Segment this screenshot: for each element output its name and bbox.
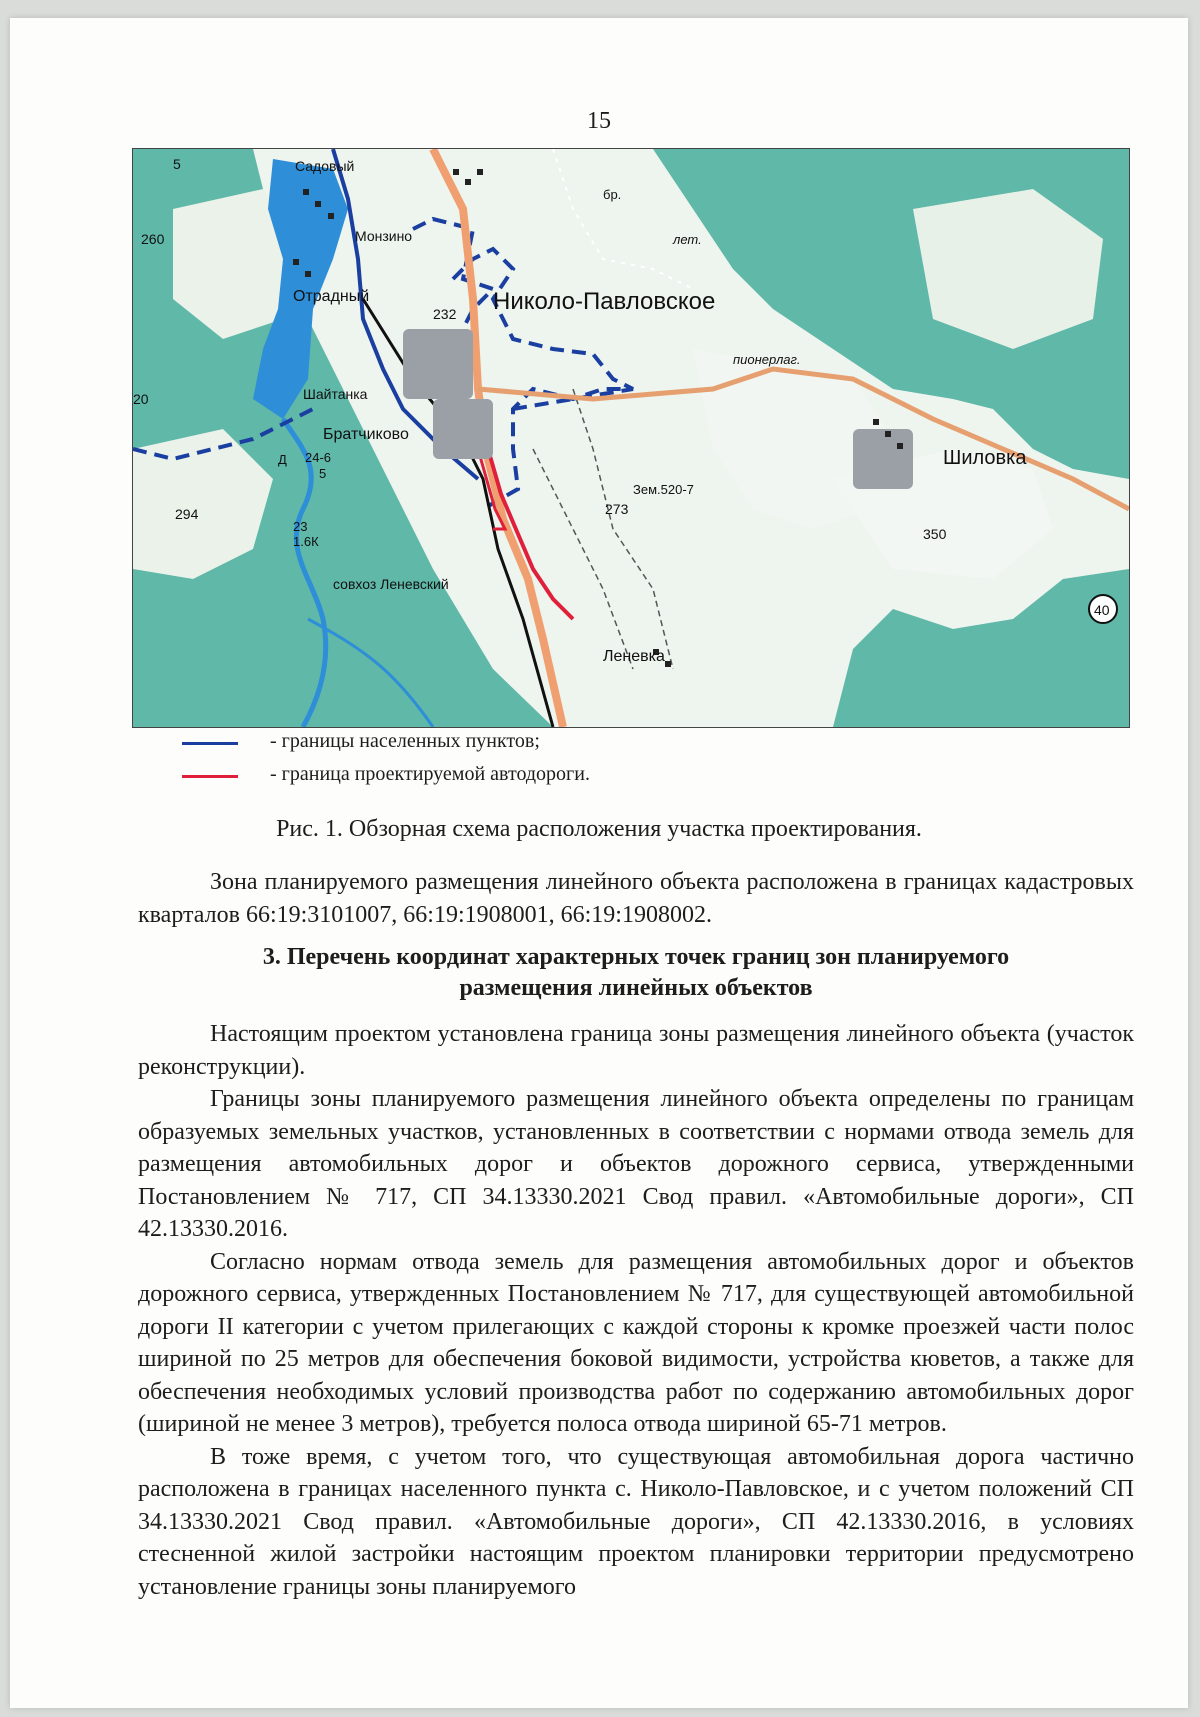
label-24-6: 24-6 bbox=[305, 450, 332, 465]
label-bratchikovo: Братчиково bbox=[323, 426, 409, 443]
label-let: лет. bbox=[673, 232, 702, 247]
paragraph: Настоящим проектом установлена граница зоны размещения линейного объекта (участок реконструкции). bbox=[138, 1021, 1134, 1080]
label-20: 20 bbox=[133, 391, 149, 407]
paragraph: Границы зоны планируемого размещения линейного объекта определены по границам образуемых земельных участков, установленных в соответствии с нормами отвода земель для размещения автомобильных дорог и объектов дорожного сервиса, утвержденными Постановлением № 717, СП 34.13330.2021 Свод правил. «Автомобильные дороги», СП 42.13330.2016. bbox=[138, 1086, 1134, 1242]
legend-swatch-red bbox=[182, 775, 238, 778]
paragraph: Согласно нормам отвода земель для размещения автомобильных дорог и объектов дорожного сервиса, утвержденных Постановлением № 717, для существующей автомобильной дороги II категории с учетом прилегающих с каждой стороны к кромке проезжей части полос шириной по 25 метров для обеспечения боковой видимости, устройства кюветов, а также для обеспечения необходимых условий производства работ по содержанию автомобильных дорог (шириной не менее 3 метров), требуется полоса отвода шириной 65-71 метров. bbox=[138, 1248, 1134, 1437]
legend-text: - границы населенных пунктов; bbox=[270, 730, 540, 752]
label-pionerlag: пионерлаг. bbox=[733, 352, 801, 367]
label-otradny: Отрадный bbox=[293, 288, 370, 305]
document-page bbox=[10, 18, 1188, 1708]
page-number: 15 bbox=[587, 108, 611, 134]
label-nikolo: Николо-Павловское bbox=[493, 288, 716, 315]
label-bench-mark: Зем.520-7 bbox=[633, 482, 694, 497]
label-23: 23 bbox=[293, 519, 308, 534]
label-road-40: 40 bbox=[1094, 602, 1110, 618]
label-350: 350 bbox=[923, 526, 947, 542]
label-232: 232 bbox=[433, 306, 457, 322]
label-sovkhoz: совхоз Леневский bbox=[333, 576, 449, 592]
label-shilovka: Шиловка bbox=[943, 447, 1027, 469]
label-lenevka: Леневка bbox=[603, 648, 665, 665]
overview-map bbox=[132, 148, 1130, 728]
legend-swatch-blue bbox=[182, 742, 238, 745]
label-273: 273 bbox=[605, 501, 629, 517]
label-260: 260 bbox=[141, 231, 165, 247]
paragraph: В тоже время, с учетом того, что существующая автомобильная дорога частично расположена в границах населенного пункта с. Николо-Павловское, и с учетом положений СП 34.13330.2021 Свод правил. «Автомобильные дороги», СП 42.13330.2016, в условиях стесненной жилой застройки настоящим проектом планировки территории предусмотрено установление границы зоны планируемого bbox=[138, 1443, 1134, 1600]
label-br: бр. bbox=[603, 187, 622, 202]
heading-line: размещения линейных объектов bbox=[459, 975, 813, 1001]
intro-text bbox=[138, 866, 1134, 931]
label-sadovy: Садовый bbox=[295, 158, 355, 174]
label-1-6k: 1.6К bbox=[293, 534, 319, 549]
paragraph: Зона планируемого размещения линейного объекта расположена в границах кадастровых кварталов 66:19:3101007, 66:19:1908001, 66:19:1908002. bbox=[138, 869, 1134, 928]
section-heading bbox=[138, 942, 1134, 1004]
figure-caption: Рис. 1. Обзорная схема расположения участка проектирования. bbox=[276, 816, 922, 842]
legend-text: - граница проектируемой автодороги. bbox=[270, 763, 590, 785]
label-294: 294 bbox=[175, 506, 199, 522]
section-body bbox=[138, 1018, 1134, 1603]
label-d: Д bbox=[278, 452, 287, 467]
label-5: 5 bbox=[173, 156, 181, 172]
label-monzino: Монзино bbox=[355, 228, 413, 244]
label-5b: 5 bbox=[319, 466, 327, 481]
heading-line: 3. Перечень координат характерных точек границ зон планируемого bbox=[262, 944, 1010, 970]
label-shaitanka: Шайтанка bbox=[303, 386, 368, 402]
